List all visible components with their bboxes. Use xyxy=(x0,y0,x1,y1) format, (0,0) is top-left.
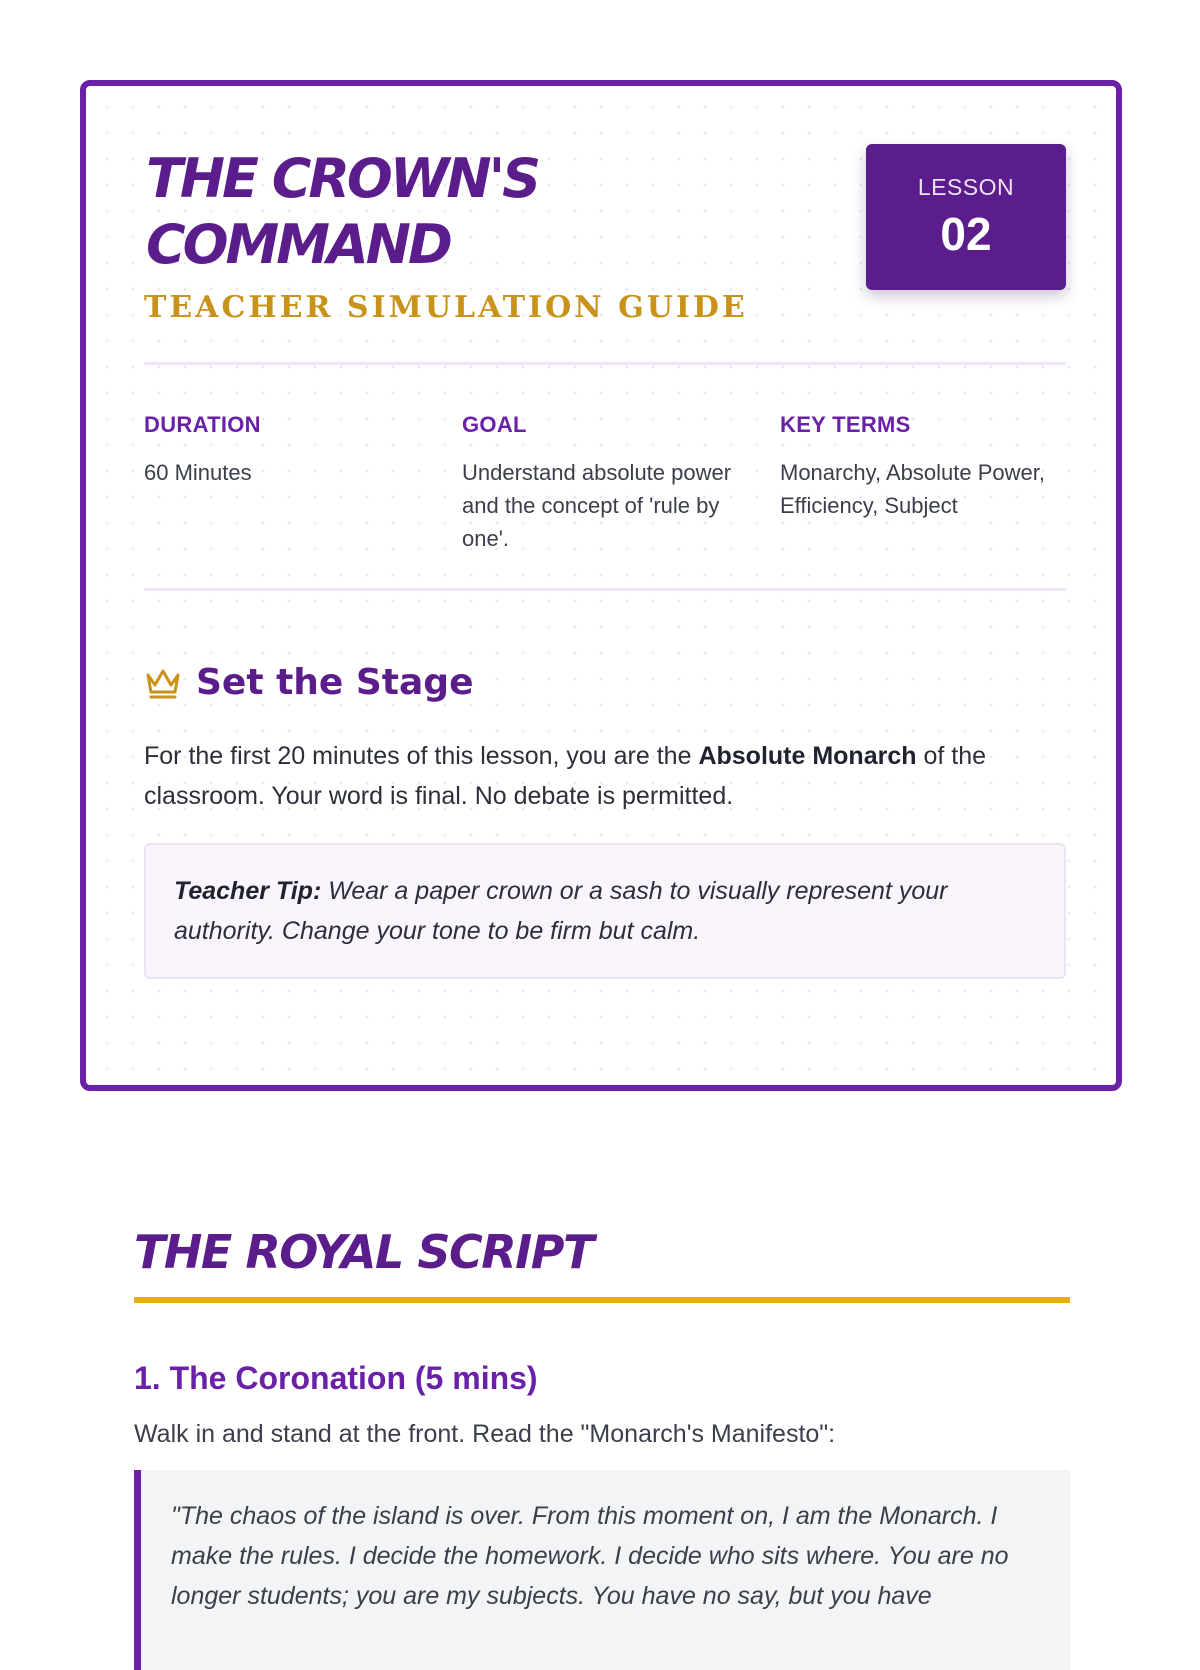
top-divider xyxy=(144,362,1066,365)
teacher-tip-text: Wear a paper crown or a sash to visually represent your authority. Change your tone to be firm but calm. xyxy=(174,877,948,945)
lesson-badge xyxy=(866,144,1066,290)
lesson-label: LESSON xyxy=(917,174,1015,200)
intro-text-end: of the classroom. Your word is final. No debate is permitted. xyxy=(144,742,987,810)
crown-icon xyxy=(144,666,182,700)
page-subtitle: TEACHER SIMULATION GUIDE xyxy=(144,290,748,325)
meta-key-terms-value: Monarchy, Absolute Power, Efficiency, Subject xyxy=(780,460,1045,518)
step-1-text: Walk in and stand at the front. Read the "Monarch's Manifesto": xyxy=(134,1420,836,1448)
teacher-tip-label: Teacher Tip: xyxy=(174,877,322,905)
teacher-tip-box xyxy=(144,843,1066,979)
middle-divider xyxy=(144,588,1066,591)
manifesto-quote: "The chaos of the island is over. From this moment on, I am the Monarch. I make the rules. I decide the homework. I decide who sits where. You are no longer students; you are my subjects. You have no say, but you have xyxy=(134,1470,1070,1670)
intro-text-start: For the first 20 minutes of this lesson, you are the xyxy=(144,742,699,770)
meta-key-terms-label: KEY TERMS xyxy=(780,412,911,437)
meta-duration-value: 60 Minutes xyxy=(144,460,252,485)
meta-duration-label: DURATION xyxy=(144,412,261,437)
meta-goal-label: GOAL xyxy=(462,412,527,437)
meta-goal xyxy=(462,412,732,555)
title-line-2: COMMAND xyxy=(146,213,450,276)
intro-emphasis: Absolute Monarch xyxy=(698,742,917,770)
meta-goal-value: Understand absolute power and the concept of 'rule by one'. xyxy=(462,460,732,551)
meta-key-terms xyxy=(780,412,1050,522)
royal-script-rule xyxy=(134,1297,1070,1303)
page-title xyxy=(146,146,706,278)
step-1-title: 1. The Coronation (5 mins) xyxy=(134,1360,538,1396)
title-line-1: THE CROWN'S xyxy=(146,147,539,210)
set-stage-intro xyxy=(144,736,1066,816)
lesson-number: 02 xyxy=(940,208,992,260)
meta-duration xyxy=(144,412,414,489)
lesson-card xyxy=(80,80,1122,1091)
set-stage-heading xyxy=(144,662,474,703)
royal-script-title: THE ROYAL SCRIPT xyxy=(134,1225,593,1279)
set-stage-title: Set the Stage xyxy=(196,662,474,703)
